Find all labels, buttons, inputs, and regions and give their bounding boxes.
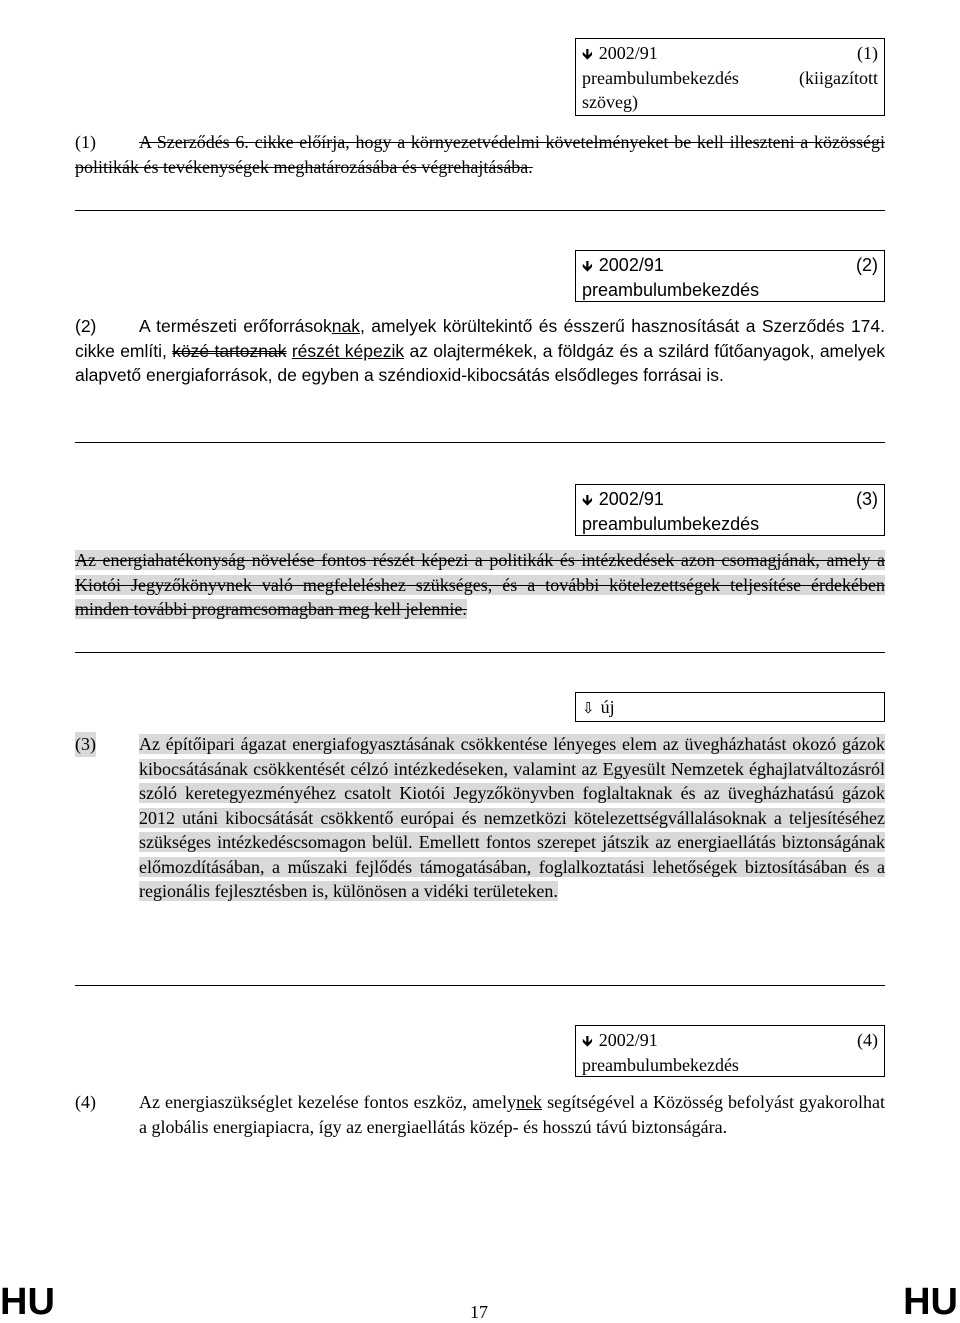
amendment-ref-box-2 (575, 250, 885, 302)
ref-label-extra: (kiigazított (799, 68, 878, 88)
recital-deleted (75, 548, 885, 622)
text-run: az olajtermékek, a földgáz és a szilárd fűtőanyagok, amelyek alapvető energiaforrások, de egyben a széndioxid-kibocsátás elsődleges forrásai is. (75, 340, 885, 385)
ref-code: 2002/91 (598, 255, 664, 275)
recital-number: (3) (75, 732, 96, 757)
ref-label-extra-2: szöveg) (582, 92, 638, 112)
text-run: A természeti erőforrások (139, 316, 332, 336)
amendment-ref-box-1 (575, 38, 885, 116)
ref-number: (1) (857, 43, 878, 63)
recital-3-new (75, 732, 885, 904)
ref-label: preambulumbekezdés (582, 280, 760, 300)
footer-language-left: HU (0, 1281, 55, 1323)
ref-number: (2) (856, 255, 878, 275)
recital-4 (75, 1090, 885, 1139)
new-label: új (600, 697, 615, 717)
arrow-down-icon: 🡻 (582, 45, 593, 63)
amendment-ref-box-4 (575, 1025, 885, 1077)
ref-code: 2002/91 (598, 489, 664, 509)
arrow-down-icon: 🡻 (582, 491, 593, 509)
outline-arrow-down-icon: ⇩ (582, 699, 595, 717)
ref-label: preambulumbekezdés (582, 68, 739, 88)
recital-text (75, 314, 885, 388)
recital-number: (2) (75, 316, 97, 336)
recital-text (139, 732, 885, 904)
text-run: , amelyek körültekintő és ésszerű hasznosítását a Szerződés 174. cikke említi, (75, 316, 885, 361)
text-run: Az energiaszükséglet kezelése fontos eszköz, amely (139, 1092, 517, 1112)
separator-line (75, 442, 885, 443)
separator-line (75, 652, 885, 653)
inserted-text: nek (516, 1092, 543, 1112)
inserted-text: nak (331, 316, 360, 336)
separator-line (75, 985, 885, 986)
recital-1 (75, 130, 885, 179)
new-text: Az építőipari ágazat energiafogyasztásának csökkentése lényeges elem az üvegházhatást okozó gázok kibocsátásának csökkentését célzó intézkedéseken, valamint az Egyesült Nemzetek éghajlatváltozásról szóló keretegyezményéhez csatolt Kiotói Jegyzőkönyvben foglaltaknak és az üvegházhatású gázok 2012 utáni kibocsátását csökkentő európai és nemzetközi kötelezettségvállalásoknak a teljesítéséhez szükséges intézkedéscsomagon belül. Emellett fontos szerepet játszik az energiaellátás biztonságának előmozdításában, a műszaki fejlődés támogatásában, foglalkoztatási lehetőségek biztosításában és a regionális fejlesztésben is, különösen a vidéki területeken. (139, 734, 885, 901)
recital-2 (75, 314, 885, 388)
separator-line (75, 210, 885, 211)
recital-text (139, 1090, 885, 1139)
recital-number: (4) (75, 1092, 96, 1112)
new-text-box (575, 692, 885, 722)
arrow-down-icon: 🡻 (582, 257, 593, 275)
ref-code: 2002/91 (598, 1030, 658, 1050)
recital-number: (1) (75, 132, 96, 152)
amendment-ref-box-3 (575, 484, 885, 536)
ref-number: (4) (857, 1030, 878, 1050)
inserted-text: részét képezik (291, 340, 405, 361)
ref-number: (3) (856, 489, 878, 509)
deleted-text: Az energiahatékonyság növelése fontos részét képezi a politikák és intézkedések azon csomagjának, amely a Kiotói Jegyzőkönyvnek való megfeleléshez szükséges, és a további kötelezettségek teljesítése érdekében minden további programcsomagban meg kell jelennie. (75, 550, 885, 619)
ref-label: preambulumbekezdés (582, 1055, 739, 1075)
page-number: 17 (470, 1302, 488, 1322)
arrow-down-icon: 🡻 (582, 1032, 593, 1050)
ref-label: preambulumbekezdés (582, 514, 760, 534)
recital-text: A Szerződés 6. cikke előírja, hogy a környezetvédelmi követelményeket be kell illeszteni a közösségi politikák és tevékenységek meghatározásába és végrehajtásába. (75, 132, 885, 177)
text-run: segítségével a Közösség befolyást gyakorolhat a globális energiapiacra, így az energiaellátás közép- és hosszú távú biztonságára. (139, 1092, 886, 1137)
ref-code: 2002/91 (598, 43, 658, 63)
footer-language-right: HU (903, 1281, 958, 1323)
deleted-text: közé tartoznak (172, 340, 287, 361)
